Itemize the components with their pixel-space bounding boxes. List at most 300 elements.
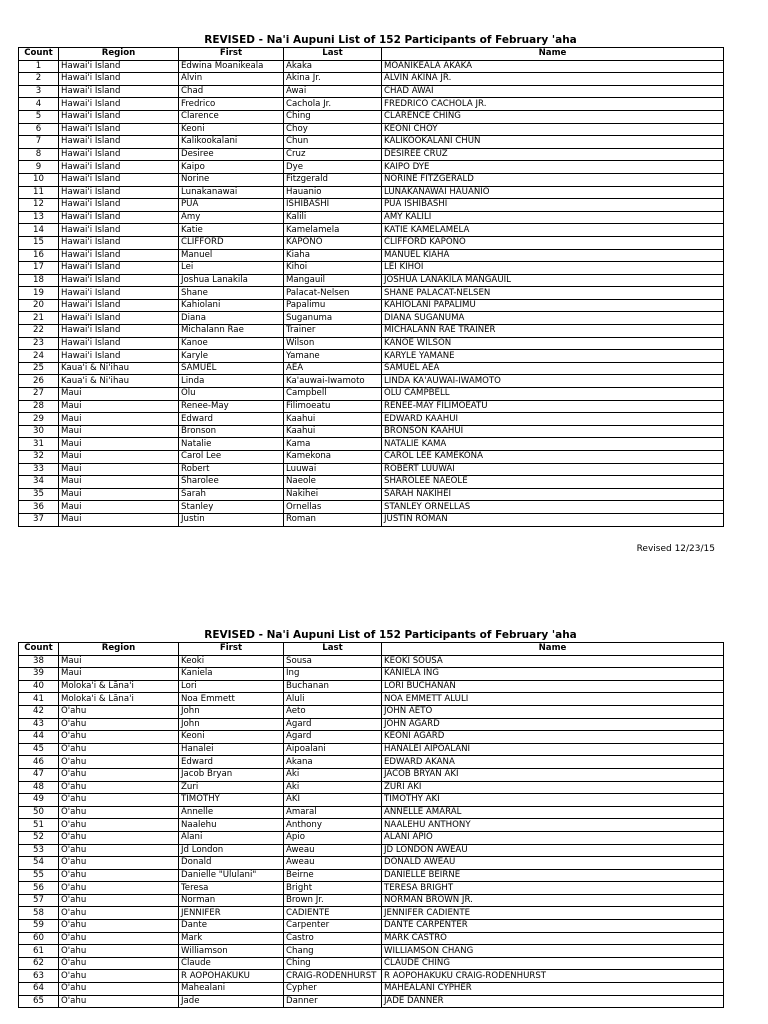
last-cell: KAPONO (284, 236, 382, 249)
region-cell: O'ahu (59, 731, 179, 744)
last-cell: Kama (284, 438, 382, 451)
last-cell: Akina Jr. (284, 73, 382, 86)
region-cell: O'ahu (59, 794, 179, 807)
table-row (19, 186, 724, 199)
table-row (19, 768, 724, 781)
count-cell: 21 (19, 312, 59, 325)
first-cell: Claude (179, 957, 284, 970)
region-header: Region (59, 643, 179, 656)
region-cell: Hawai'i Island (59, 60, 179, 73)
name-cell: JOSHUA LANAKILA MANGAUIL (382, 274, 724, 287)
name-cell: NOA EMMETT ALULI (382, 693, 724, 706)
region-cell: Hawai'i Island (59, 98, 179, 111)
count-cell: 23 (19, 337, 59, 350)
region-cell: Hawai'i Island (59, 186, 179, 199)
table-row (19, 983, 724, 996)
table-row (19, 781, 724, 794)
last-cell: Dye (284, 161, 382, 174)
table-row (19, 932, 724, 945)
last-cell: Aki (284, 768, 382, 781)
name-cell: NATALIE KAMA (382, 438, 724, 451)
count-cell: 28 (19, 400, 59, 413)
region-cell: O'ahu (59, 756, 179, 769)
last-cell: Brown Jr. (284, 894, 382, 907)
name-cell: KAIPO DYE (382, 161, 724, 174)
first-cell: Williamson (179, 945, 284, 958)
last-header: Last (284, 643, 382, 656)
first-cell: Keoki (179, 655, 284, 668)
name-cell: LINDA KA'AUWAI-IWAMOTO (382, 375, 724, 388)
last-cell: Cachola Jr. (284, 98, 382, 111)
table-row (19, 400, 724, 413)
region-cell: Hawai'i Island (59, 325, 179, 338)
region-header: Region (59, 48, 179, 61)
region-cell: O'ahu (59, 844, 179, 857)
region-cell: O'ahu (59, 957, 179, 970)
name-cell: KARYLE YAMANE (382, 350, 724, 363)
count-cell: 31 (19, 438, 59, 451)
first-cell: Hanalei (179, 743, 284, 756)
count-cell: 44 (19, 731, 59, 744)
name-cell: R AOPOHAKUKU CRAIG-RODENHURST (382, 970, 724, 983)
table-row (19, 451, 724, 464)
name-cell: DESIREE CRUZ (382, 148, 724, 161)
last-cell: Naeole (284, 476, 382, 489)
name-cell: HANALEI AIPOALANI (382, 743, 724, 756)
last-cell: Akaka (284, 60, 382, 73)
last-cell: Luuwai (284, 463, 382, 476)
name-cell: NORMAN BROWN JR. (382, 894, 724, 907)
first-cell: Mahealani (179, 983, 284, 996)
table-row (19, 287, 724, 300)
last-cell: Awai (284, 85, 382, 98)
first-cell: Dante (179, 920, 284, 933)
count-cell: 60 (19, 932, 59, 945)
count-cell: 42 (19, 705, 59, 718)
name-cell: ROBERT LUUWAI (382, 463, 724, 476)
table-row (19, 375, 724, 388)
name-cell: CLIFFORD KAPONO (382, 236, 724, 249)
name-cell: FREDRICO CACHOLA JR. (382, 98, 724, 111)
count-cell: 9 (19, 161, 59, 174)
table-row (19, 173, 724, 186)
region-cell: Maui (59, 488, 179, 501)
region-cell: Maui (59, 388, 179, 401)
table-row (19, 337, 724, 350)
name-cell: JENNIFER CADIENTE (382, 907, 724, 920)
revised-date: Revised 12/23/15 (636, 544, 715, 554)
count-cell: 15 (19, 236, 59, 249)
last-cell: Nakihei (284, 488, 382, 501)
last-cell: Cypher (284, 983, 382, 996)
first-cell: Diana (179, 312, 284, 325)
first-header: First (179, 48, 284, 61)
count-cell: 12 (19, 199, 59, 212)
first-cell: R AOPOHAKUKU (179, 970, 284, 983)
first-cell: Stanley (179, 501, 284, 514)
region-cell: Hawai'i Island (59, 110, 179, 123)
count-cell: 47 (19, 768, 59, 781)
first-cell: Edwina Moanikeala (179, 60, 284, 73)
count-cell: 52 (19, 831, 59, 844)
name-cell: ANNELLE AMARAL (382, 806, 724, 819)
count-cell: 51 (19, 819, 59, 832)
first-cell: JENNIFER (179, 907, 284, 920)
count-cell: 10 (19, 173, 59, 186)
name-cell: CHAD AWAI (382, 85, 724, 98)
region-cell: Hawai'i Island (59, 249, 179, 262)
first-cell: Danielle "Ululani" (179, 869, 284, 882)
count-cell: 3 (19, 85, 59, 98)
table-row (19, 718, 724, 731)
count-header: Count (19, 643, 59, 656)
table-row (19, 668, 724, 681)
count-cell: 16 (19, 249, 59, 262)
count-cell: 37 (19, 513, 59, 526)
last-cell: AKI (284, 794, 382, 807)
name-cell: MICHALANN RAE TRAINER (382, 325, 724, 338)
last-cell: Choy (284, 123, 382, 136)
page-title: REVISED - Na'i Aupuni List of 152 Participants of February 'aha (204, 34, 577, 46)
region-cell: Hawai'i Island (59, 173, 179, 186)
first-cell: CLIFFORD (179, 236, 284, 249)
table-row (19, 438, 724, 451)
table-row (19, 211, 724, 224)
count-cell: 13 (19, 211, 59, 224)
last-cell: Chun (284, 136, 382, 149)
table-row (19, 831, 724, 844)
region-cell: Hawai'i Island (59, 211, 179, 224)
table-row (19, 882, 724, 895)
table-row (19, 161, 724, 174)
name-cell: SARAH NAKIHEI (382, 488, 724, 501)
table-row (19, 894, 724, 907)
region-cell: O'ahu (59, 907, 179, 920)
last-cell: AEA (284, 362, 382, 375)
table-row (19, 98, 724, 111)
name-cell: MAHEALANI CYPHER (382, 983, 724, 996)
last-cell: Aweau (284, 857, 382, 870)
region-cell: Kaua'i & Ni'ihau (59, 362, 179, 375)
last-cell: Kiaha (284, 249, 382, 262)
first-cell: Michalann Rae (179, 325, 284, 338)
count-cell: 38 (19, 655, 59, 668)
count-cell: 61 (19, 945, 59, 958)
table-row (19, 312, 724, 325)
table-row (19, 488, 724, 501)
last-cell: Roman (284, 513, 382, 526)
name-cell: OLU CAMPBELL (382, 388, 724, 401)
region-cell: O'ahu (59, 882, 179, 895)
table-row (19, 413, 724, 426)
last-cell: Ing (284, 668, 382, 681)
table-row (19, 857, 724, 870)
count-cell: 46 (19, 756, 59, 769)
name-header: Name (382, 48, 724, 61)
count-cell: 27 (19, 388, 59, 401)
name-cell: NORINE FITZGERALD (382, 173, 724, 186)
table-row (19, 501, 724, 514)
region-cell: Hawai'i Island (59, 274, 179, 287)
table-row (19, 655, 724, 668)
name-cell: KAHIOLANI PAPALIMU (382, 299, 724, 312)
table-row (19, 731, 724, 744)
table-row (19, 85, 724, 98)
name-cell: TERESA BRIGHT (382, 882, 724, 895)
name-cell: NAALEHU ANTHONY (382, 819, 724, 832)
first-cell: Noa Emmett (179, 693, 284, 706)
first-cell: John (179, 705, 284, 718)
page-1 (18, 33, 723, 527)
table-row (19, 995, 724, 1008)
table-row (19, 970, 724, 983)
count-cell: 5 (19, 110, 59, 123)
region-cell: Hawai'i Island (59, 337, 179, 350)
region-cell: O'ahu (59, 894, 179, 907)
first-cell: Kanoe (179, 337, 284, 350)
table-row (19, 794, 724, 807)
count-cell: 65 (19, 995, 59, 1008)
first-cell: Chad (179, 85, 284, 98)
name-cell: JACOB BRYAN AKI (382, 768, 724, 781)
page-title: REVISED - Na'i Aupuni List of 152 Participants of February 'aha (204, 629, 577, 641)
name-cell: CLAUDE CHING (382, 957, 724, 970)
table-row (19, 680, 724, 693)
last-cell: Cruz (284, 148, 382, 161)
last-cell: Akana (284, 756, 382, 769)
last-cell: Aeto (284, 705, 382, 718)
region-cell: Hawai'i Island (59, 350, 179, 363)
table-row (19, 756, 724, 769)
last-cell: Kalili (284, 211, 382, 224)
region-cell: O'ahu (59, 705, 179, 718)
last-cell: Danner (284, 995, 382, 1008)
region-cell: Maui (59, 451, 179, 464)
count-cell: 2 (19, 73, 59, 86)
region-cell: Maui (59, 501, 179, 514)
count-cell: 26 (19, 375, 59, 388)
first-cell: Alvin (179, 73, 284, 86)
table-row (19, 705, 724, 718)
first-cell: Alani (179, 831, 284, 844)
table-row (19, 388, 724, 401)
table-row (19, 743, 724, 756)
first-cell: Donald (179, 857, 284, 870)
first-cell: Kahiolani (179, 299, 284, 312)
count-cell: 50 (19, 806, 59, 819)
participants-table (18, 47, 724, 527)
count-cell: 1 (19, 60, 59, 73)
count-cell: 18 (19, 274, 59, 287)
table-row (19, 123, 724, 136)
name-cell: DANTE CARPENTER (382, 920, 724, 933)
region-cell: Hawai'i Island (59, 287, 179, 300)
name-cell: DANIELLE BEIRNE (382, 869, 724, 882)
last-cell: Amaral (284, 806, 382, 819)
last-cell: Chang (284, 945, 382, 958)
last-cell: Filimoeatu (284, 400, 382, 413)
first-cell: Edward (179, 756, 284, 769)
region-cell: O'ahu (59, 970, 179, 983)
first-cell: Mark (179, 932, 284, 945)
name-cell: JD LONDON AWEAU (382, 844, 724, 857)
first-cell: John (179, 718, 284, 731)
region-cell: O'ahu (59, 932, 179, 945)
name-cell: LORI BUCHANAN (382, 680, 724, 693)
region-cell: Hawai'i Island (59, 199, 179, 212)
region-cell: Hawai'i Island (59, 123, 179, 136)
region-cell: Kaua'i & Ni'ihau (59, 375, 179, 388)
last-cell: Kamelamela (284, 224, 382, 237)
first-cell: Zuri (179, 781, 284, 794)
count-cell: 6 (19, 123, 59, 136)
table-row (19, 513, 724, 526)
count-cell: 24 (19, 350, 59, 363)
first-cell: Jade (179, 995, 284, 1008)
last-cell: CADIENTE (284, 907, 382, 920)
name-cell: JUSTIN ROMAN (382, 513, 724, 526)
region-cell: O'ahu (59, 831, 179, 844)
name-cell: MOANIKEALA AKAKA (382, 60, 724, 73)
count-cell: 39 (19, 668, 59, 681)
name-cell: EDWARD AKANA (382, 756, 724, 769)
last-cell: Aki (284, 781, 382, 794)
last-cell: Aweau (284, 844, 382, 857)
count-cell: 30 (19, 425, 59, 438)
count-cell: 22 (19, 325, 59, 338)
first-cell: SAMUEL (179, 362, 284, 375)
region-cell: O'ahu (59, 743, 179, 756)
name-cell: EDWARD KAAHUI (382, 413, 724, 426)
table-row (19, 869, 724, 882)
table-row (19, 350, 724, 363)
last-header: Last (284, 48, 382, 61)
last-cell: Kaahui (284, 425, 382, 438)
count-cell: 48 (19, 781, 59, 794)
count-cell: 63 (19, 970, 59, 983)
name-cell: LEI KIHOI (382, 262, 724, 275)
last-cell: Palacat-Nelsen (284, 287, 382, 300)
first-cell: Edward (179, 413, 284, 426)
region-cell: Hawai'i Island (59, 224, 179, 237)
name-cell: STANLEY ORNELLAS (382, 501, 724, 514)
name-cell: JOHN AETO (382, 705, 724, 718)
region-cell: Maui (59, 425, 179, 438)
table-row (19, 299, 724, 312)
last-cell: Campbell (284, 388, 382, 401)
region-cell: Maui (59, 655, 179, 668)
last-cell: Wilson (284, 337, 382, 350)
first-cell: Desiree (179, 148, 284, 161)
table-row (19, 325, 724, 338)
count-cell: 56 (19, 882, 59, 895)
name-cell: AMY KALILI (382, 211, 724, 224)
name-cell: PUA ISHIBASHI (382, 199, 724, 212)
region-cell: O'ahu (59, 857, 179, 870)
count-cell: 36 (19, 501, 59, 514)
count-cell: 14 (19, 224, 59, 237)
count-cell: 54 (19, 857, 59, 870)
first-cell: Natalie (179, 438, 284, 451)
first-cell: Katie (179, 224, 284, 237)
name-cell: DONALD AWEAU (382, 857, 724, 870)
first-cell: Teresa (179, 882, 284, 895)
last-cell: Aipoalani (284, 743, 382, 756)
region-cell: O'ahu (59, 806, 179, 819)
first-cell: Manuel (179, 249, 284, 262)
first-cell: Justin (179, 513, 284, 526)
name-cell: SHANE PALACAT-NELSEN (382, 287, 724, 300)
name-cell: BRONSON KAAHUI (382, 425, 724, 438)
first-cell: Clarence (179, 110, 284, 123)
last-cell: Anthony (284, 819, 382, 832)
count-cell: 62 (19, 957, 59, 970)
first-cell: Jacob Bryan (179, 768, 284, 781)
region-cell: O'ahu (59, 819, 179, 832)
last-cell: Suganuma (284, 312, 382, 325)
region-cell: Hawai'i Island (59, 299, 179, 312)
region-cell: O'ahu (59, 768, 179, 781)
first-cell: Kaipo (179, 161, 284, 174)
table-row (19, 362, 724, 375)
name-cell: KANIELA ING (382, 668, 724, 681)
last-cell: Ornellas (284, 501, 382, 514)
name-cell: SAMUEL AEA (382, 362, 724, 375)
table-row (19, 806, 724, 819)
count-cell: 34 (19, 476, 59, 489)
last-cell: Ching (284, 110, 382, 123)
count-cell: 41 (19, 693, 59, 706)
count-cell: 59 (19, 920, 59, 933)
table-row (19, 262, 724, 275)
name-cell: LUNAKANAWAI HAUANIO (382, 186, 724, 199)
table-row (19, 844, 724, 857)
region-cell: Hawai'i Island (59, 236, 179, 249)
count-cell: 20 (19, 299, 59, 312)
count-cell: 49 (19, 794, 59, 807)
count-cell: 8 (19, 148, 59, 161)
first-cell: Norine (179, 173, 284, 186)
first-cell: Kalikookalani (179, 136, 284, 149)
table-row (19, 476, 724, 489)
table-row (19, 249, 724, 262)
region-cell: Moloka'i & Lāna'i (59, 680, 179, 693)
count-header: Count (19, 48, 59, 61)
count-cell: 58 (19, 907, 59, 920)
name-cell: KALIKOOKALANI CHUN (382, 136, 724, 149)
name-cell: JOHN AGARD (382, 718, 724, 731)
name-cell: MARK CASTRO (382, 932, 724, 945)
first-cell: Lei (179, 262, 284, 275)
last-cell: Yamane (284, 350, 382, 363)
last-cell: Papalimu (284, 299, 382, 312)
name-cell: ALANI APIO (382, 831, 724, 844)
count-cell: 45 (19, 743, 59, 756)
name-cell: WILLIAMSON CHANG (382, 945, 724, 958)
table-row (19, 425, 724, 438)
region-cell: Hawai'i Island (59, 262, 179, 275)
name-cell: KEOKI SOUSA (382, 655, 724, 668)
first-cell: Amy (179, 211, 284, 224)
first-cell: Sarah (179, 488, 284, 501)
table-row (19, 945, 724, 958)
name-cell: KEONI CHOY (382, 123, 724, 136)
last-cell: Agard (284, 731, 382, 744)
count-cell: 33 (19, 463, 59, 476)
first-header: First (179, 643, 284, 656)
last-cell: Kaahui (284, 413, 382, 426)
last-cell: ISHIBASHI (284, 199, 382, 212)
